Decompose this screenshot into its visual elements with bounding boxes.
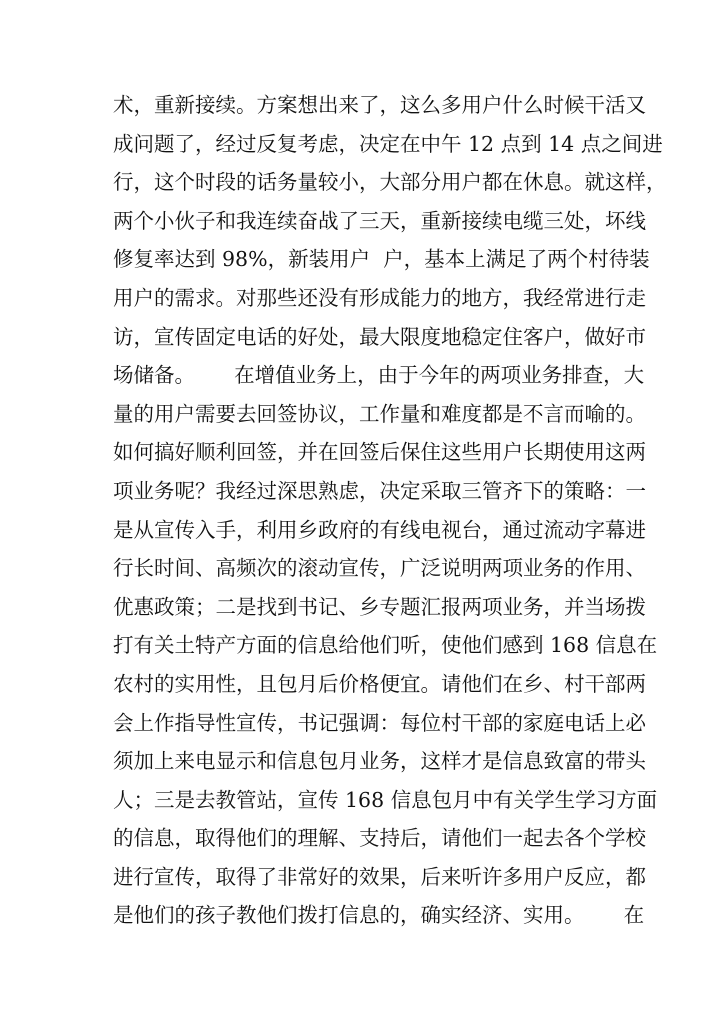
text-line: 修复率达到 98%，新装用户 户，基本上满足了两个村待装 bbox=[113, 247, 650, 272]
text-line: 行长时间、高频次的滚动宣传，广泛说明两项业务的作用、 bbox=[113, 556, 646, 581]
text-line: 用户的需求。对那些还没有形成能力的地方，我经常进行走 bbox=[113, 285, 646, 310]
text-line: 术，重新接续。方案想出来了，这么多用户什么时候干活又 bbox=[113, 93, 646, 117]
text-line: 访，宣传固定电话的好处，最大限度地稳定住客户，做好市 bbox=[113, 324, 646, 349]
text-line: 是他们的孩子教他们拨打信息的，确实经济、实用。 在 bbox=[113, 903, 645, 928]
text-line: 如何搞好顺利回签，并在回签后保住这些用户长期使用这两 bbox=[113, 440, 646, 465]
text-line: 场储备。 在增值业务上，由于今年的两项业务排查，大 bbox=[113, 363, 645, 388]
text-line: 行，这个时段的话务量较小，大部分用户都在休息。就这样， bbox=[113, 170, 667, 195]
text-line: 会上作指导性宣传，书记强调：每位村干部的家庭电话上必 bbox=[113, 710, 646, 735]
text-line: 两个小伙子和我连续奋战了三天，重新接续电缆三处，坏线 bbox=[113, 208, 646, 233]
text-line: 成问题了，经过反复考虑，决定在中午 12 点到 14 点之间进 bbox=[113, 131, 663, 156]
text-line: 农村的实用性，且包月后价格便宜。请他们在乡、村干部两 bbox=[113, 671, 646, 696]
text-line: 进行宣传，取得了非常好的效果，后来听许多用户反应，都 bbox=[113, 864, 646, 889]
text-line: 的信息，取得他们的理解、支持后，请他们一起去各个学校 bbox=[113, 826, 646, 851]
text-line: 人；三是去教管站，宣传 168 信息包月中有关学生学习方面 bbox=[113, 787, 658, 812]
text-line: 项业务呢？我经过深思熟虑，决定采取三管齐下的策略：一 bbox=[113, 478, 646, 503]
body-text bbox=[113, 86, 667, 935]
text-line: 打有关土特产方面的信息给他们听，使他们感到 168 信息在 bbox=[113, 633, 658, 658]
text-line: 须加上来电显示和信息包月业务，这样才是信息致富的带头 bbox=[113, 749, 646, 774]
text-line: 优惠政策；二是找到书记、乡专题汇报两项业务，并当场拨 bbox=[113, 594, 646, 619]
text-line: 是从宣传入手，利用乡政府的有线电视台，通过流动字幕进 bbox=[113, 517, 646, 542]
text-line: 量的用户需要去回签协议，工作量和难度都是不言而喻的。 bbox=[113, 401, 646, 426]
